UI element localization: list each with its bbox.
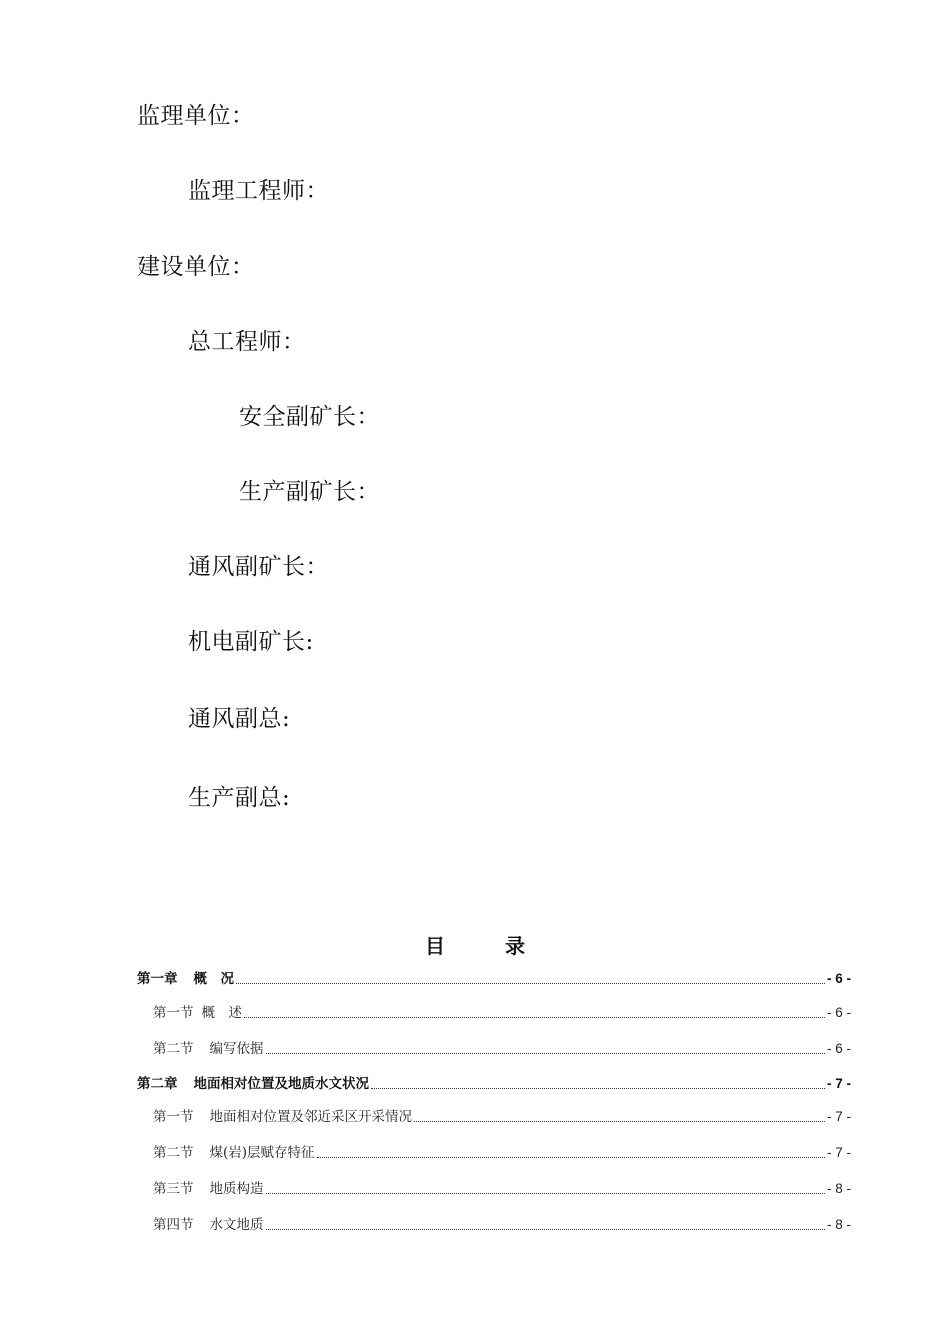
toc-entry-title: 煤(岩)层赋存特征 [209,1145,315,1161]
toc-entry-number: 第二节 [153,1041,194,1057]
toc-entry-chapter-1[interactable] [137,969,851,989]
safety-deputy-manager-label: 安全副矿长： [239,404,380,430]
toc-entry-page: - 6 - [826,1041,851,1056]
toc-entry-chapter-2[interactable] [137,1074,851,1094]
toc-leader-dots [317,1156,825,1158]
toc-entry-number: 第二节 [153,1145,194,1161]
toc-entry-title: 地面相对位置及地质水文状况 [193,1076,369,1092]
toc-leader-dots [266,1228,825,1230]
toc-title-right: 录 [505,934,525,958]
toc-entry-section-1-2[interactable] [137,1039,851,1059]
toc-entry-title: 地质构造 [209,1181,264,1197]
toc-entry-number: 第一节 [153,1109,194,1125]
ventilation-deputy-manager-label: 通风副矿长： [188,554,329,580]
supervision-unit-label: 监理单位： [137,103,255,129]
toc-entry-title: 编写依据 [209,1041,264,1057]
toc-entry-title: 概 况 [193,971,234,987]
toc-entry-page: - 7 - [826,1076,851,1091]
ventilation-deputy-chief-label: 通风副总: [188,706,291,732]
toc-title-left: 目 [425,934,445,958]
toc-entry-number: 第三节 [153,1181,194,1197]
electromechanical-deputy-manager-label: 机电副矿长: [188,629,314,655]
toc-leader-dots [244,1016,825,1018]
production-deputy-chief-label: 生产副总: [188,785,291,811]
toc-leader-dots [266,1052,825,1054]
toc-entry-page: - 6 - [826,1005,851,1020]
toc-entry-section-2-3[interactable] [137,1179,851,1199]
supervision-engineer-label: 监理工程师： [188,178,329,204]
toc-entry-number: 第二章 [137,1076,178,1092]
toc-entry-number: 第一节 [153,1005,194,1021]
toc-title [0,932,950,960]
toc-entry-section-2-1[interactable] [137,1107,851,1127]
toc-entry-page: - 7 - [826,1109,851,1124]
toc-entry-section-2-4[interactable] [137,1215,851,1235]
toc-entry-page: - 8 - [826,1217,851,1232]
toc-entry-number: 第四节 [153,1217,194,1233]
chief-engineer-label: 总工程师： [188,329,306,355]
toc-leader-dots [236,982,825,984]
production-deputy-manager-label: 生产副矿长： [239,479,380,505]
toc-entry-section-2-2[interactable] [137,1143,851,1163]
construction-unit-label: 建设单位： [137,254,255,280]
toc-entry-title: 水文地质 [209,1217,264,1233]
toc-entry-title: 地面相对位置及邻近采区开采情况 [209,1109,412,1125]
toc-entry-page: - 6 - [826,971,851,986]
toc-entry-page: - 7 - [826,1145,851,1160]
toc-leader-dots [414,1120,825,1122]
toc-leader-dots [371,1087,825,1089]
toc-entry-title: 概 述 [201,1005,242,1021]
toc-entry-page: - 8 - [826,1181,851,1196]
toc-entry-section-1-1[interactable] [137,1003,851,1023]
toc-leader-dots [266,1192,825,1194]
toc-entry-number: 第一章 [137,971,178,987]
